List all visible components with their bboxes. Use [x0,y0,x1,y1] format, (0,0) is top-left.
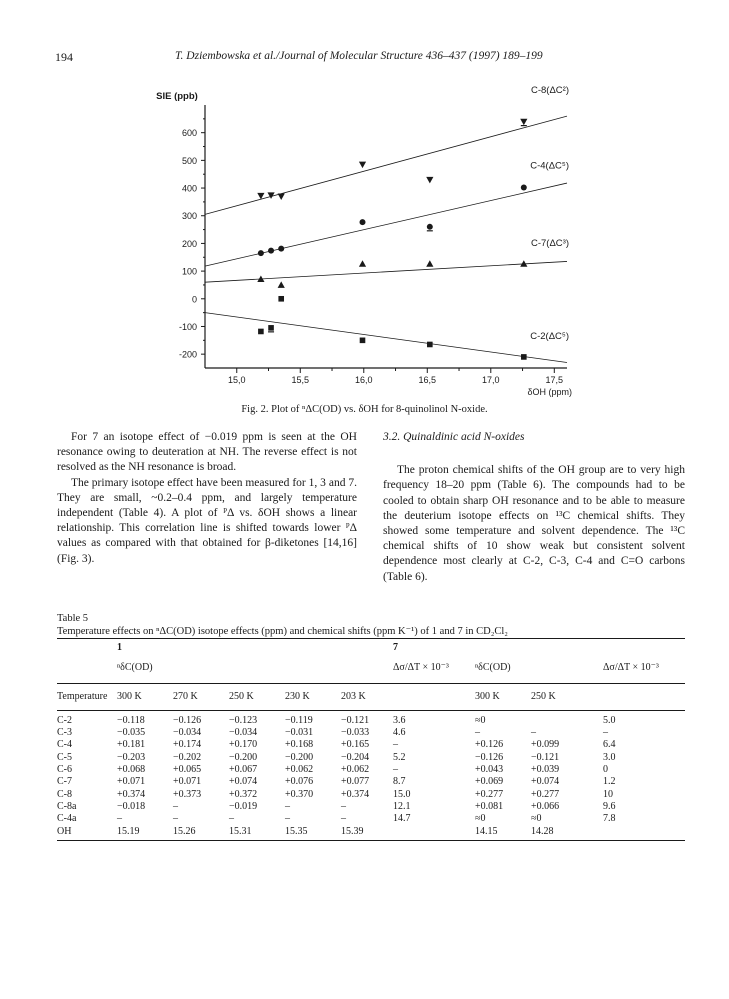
column-group-label: ⁿδC(OD) [117,662,153,674]
table-cell: – [475,727,480,739]
table-cell: +0.370 [285,788,314,800]
series-label: C-8(ΔC²) [530,85,569,96]
table-cell [57,654,117,683]
table-cell: 5.2 [393,751,406,763]
data-point-triangle-down [278,193,285,199]
table-cell [393,826,475,841]
y-tick-label: -100 [178,321,197,332]
column-group-label: ⁿδC(OD) [475,662,511,674]
table-cell: – [285,813,290,825]
column-header: 250 K [531,683,603,710]
table-cell: −0.018 [117,800,146,812]
table-cell: −0.031 [285,727,314,739]
row-label: C-6 [57,764,72,776]
table-cell: −0.202 [173,751,202,763]
page-number: 194 [55,50,73,64]
table-row [57,752,685,764]
table-cell: +0.126 [475,739,504,751]
table-cell [531,710,603,727]
table-cell: – [173,813,178,825]
x-tick-label: 17,0 [482,375,500,385]
data-point-square [278,296,284,302]
y-tick-label: 200 [181,238,197,249]
x-tick-label: 15,0 [227,375,246,385]
row-label: C-8 [57,788,72,800]
fit-line [205,313,567,363]
table-cell: +0.170 [229,739,258,751]
data-point-triangle-down [359,162,366,168]
table-cell: 15.0 [393,788,411,800]
table-cell [393,683,475,710]
table-cell: ≈0 [531,813,542,825]
table-cell: −0.121 [531,751,560,763]
table-cell: 8.7 [393,776,406,788]
table-cell: +0.062 [341,764,370,776]
column-header: 270 K [173,683,229,710]
table-cell: +0.174 [173,739,202,751]
compound-label: 1 [117,639,393,655]
sie-plot [0,0,729,400]
data-point-square [521,354,527,360]
table-cell: +0.165 [341,739,370,751]
table-row [57,826,685,841]
table-cell: +0.181 [117,739,146,751]
row-label: C-2 [57,714,72,726]
table-cell: −0.200 [285,751,314,763]
data-point-circle [427,224,433,230]
table-cell: 0 [603,764,608,776]
table-cell: 1.2 [603,776,616,788]
x-tick-label: 16,0 [355,375,373,385]
row-label: C-8a [57,800,77,812]
table-cell: 14.7 [393,813,411,825]
row-label: C-7 [57,776,72,788]
table-header-compound [57,639,685,655]
table-row [57,710,685,727]
body-right-column [383,430,685,585]
data-point-triangle-up [359,260,366,266]
series-label: C-7(ΔC³) [530,238,569,250]
data-point-square [360,338,366,344]
row-label: C-5 [57,751,72,763]
table-cell: −0.033 [341,727,370,739]
table-cell: 9.6 [603,800,616,812]
series-label: C-4(ΔC⁵) [530,160,569,172]
table-cell: +0.372 [229,788,258,800]
table-cell: −0.121 [341,714,370,726]
table-cell: +0.067 [229,764,258,776]
table-row [57,764,685,776]
table-cell: 4.6 [393,727,406,739]
data-point-triangle-up [278,281,285,287]
body-paragraph: The proton chemical shifts of the OH group are to very high frequency 18–20 ppm (Table 6). The compounds had to be cooled to obtain sharp OH resonance and to be able to measure the deuterium isotope effects on ¹³C chemical shifts. They showed some temperature and solvent dependence. The ¹³C chemical shifts of 10 show weak but consistent solvent dependence most clearly at C-2, C-3, C-4 and C=O carbons (Table 6). [383,464,685,583]
table-cell: −0.126 [173,714,202,726]
column-header: Temperature [57,683,117,710]
data-point-triangle-up [426,260,433,266]
table-cell [341,654,393,683]
data-point-square [427,342,433,348]
x-tick-label: 16,5 [418,375,437,385]
running-title: T. Dziembowska et al./Journal of Molecular Structure 436–437 (1997) 189–199 [175,50,543,62]
table-5 [57,638,685,841]
table-cell: +0.071 [173,776,202,788]
table-cell: 14.15 [475,826,531,841]
figure-caption: Fig. 2. Plot of ⁿΔC(OD) vs. δOH for 8-quinolinol N-oxide. [241,404,488,415]
table-cell: +0.071 [117,776,146,788]
series-label: C-2(ΔC⁵) [530,330,569,342]
table-cell: 15.31 [229,826,285,841]
table-row [57,776,685,788]
table-cell: 5.0 [603,714,616,726]
table-title: Temperature effects on ⁿΔC(OD) isotope effects (ppm) and chemical shifts (ppm K⁻¹) of 1 and 7 in CD₂Cl₂ [57,626,508,637]
table-cell: −0.126 [475,751,504,763]
body-left-column [57,430,357,567]
y-tick-label: 300 [181,211,197,222]
table-cell: 15.26 [173,826,229,841]
table-cell: ≈0 [475,714,486,726]
table-cell [57,639,117,655]
table-cell [603,826,685,841]
table-cell: +0.074 [531,776,560,788]
table-cell: −0.200 [229,751,258,763]
x-tick-label: 15,5 [291,375,310,385]
table-cell: 6.4 [603,739,616,751]
table-cell: −0.019 [229,800,258,812]
table-row [57,813,685,825]
column-header: 203 K [341,683,393,710]
y-tick-label: 100 [181,266,197,277]
fit-line [205,116,567,214]
table-cell: +0.062 [285,764,314,776]
body-paragraph: For 7 an isotope effect of −0.019 ppm is seen at the OH resonance owing to deuteration at NH. The reverse effect is not resolved as the NH resonance is broad. [57,431,357,474]
body-paragraph: The primary isotope effect have been measured for 1, 3 and 7. They are small, ~0.2–0.4 ppm, and largely temperature independent (Table 4). A plot of ᴾΔ vs. δOH shows a linear relationship. This correlation line is shifted towards lower ᴾΔ values as compared with that obtained for β-diketones [14,16] (Fig. 3). [57,476,357,565]
table-cell: 15.39 [341,826,393,841]
table-cell: 3.6 [393,714,406,726]
table-cell: 7.8 [603,813,616,825]
data-point-triangle-down [520,119,527,125]
row-label: C-3 [57,727,72,739]
data-point-triangle-down [426,177,433,183]
table-cell: ≈0 [475,813,486,825]
row-label: C-4a [57,813,77,825]
x-axis-label: δOH (ppm) [527,387,572,397]
section-title: 3.2. Quinaldinic acid N-oxides [383,431,525,443]
column-header: 250 K [229,683,285,710]
table-header-group [57,654,685,683]
table-cell: 3.0 [603,751,616,763]
table-cell: +0.081 [475,800,504,812]
table-row [57,789,685,801]
x-tick-label: 17,5 [545,375,564,385]
table-cell: −0.035 [117,727,146,739]
data-point-circle [268,248,274,254]
data-point-circle [521,184,527,190]
table-cell: −0.034 [229,727,258,739]
table-cell: – [341,813,346,825]
table-cell: 14.28 [531,826,603,841]
table-row [57,727,685,739]
y-tick-label: 600 [181,128,197,139]
row-label: OH [57,826,117,841]
table-cell: – [393,739,398,751]
table-cell: −0.203 [117,751,146,763]
table-cell: +0.374 [341,788,370,800]
table-cell: 15.35 [285,826,341,841]
table-cell: +0.277 [475,788,504,800]
column-group-label: Δσ/ΔT × 10⁻³ [603,662,659,674]
table-cell: +0.168 [285,739,314,751]
table-cell: −0.118 [117,714,145,726]
table-cell: – [229,813,234,825]
column-header: 230 K [285,683,341,710]
table-cell: +0.277 [531,788,560,800]
data-point-square [258,329,264,335]
table-cell: +0.074 [229,776,258,788]
column-group-label: Δσ/ΔT × 10⁻³ [393,662,449,674]
y-tick-label: 0 [191,294,197,305]
table-cell: +0.039 [531,764,560,776]
table-header-temps [57,683,685,710]
table-cell: +0.099 [531,739,560,751]
table-cell: – [393,764,398,776]
data-point-circle [360,219,366,225]
table-cell: – [341,800,346,812]
y-tick-label: 500 [181,155,197,166]
table-caption [57,612,508,638]
table-row [57,801,685,813]
y-tick-label: 400 [181,183,197,194]
y-axis-label: SIE (ppb) [156,91,198,102]
table-cell: +0.043 [475,764,504,776]
column-header: 300 K [117,683,173,710]
table-cell: −0.034 [173,727,202,739]
table-cell: – [285,800,290,812]
table-row [57,739,685,751]
table-cell: – [173,800,178,812]
table-cell: 15.19 [117,826,173,841]
table-cell: +0.077 [341,776,370,788]
table-cell [603,683,685,710]
table-cell: −0.123 [229,714,258,726]
table-cell: 12.1 [393,800,411,812]
compound-label: 7 [393,639,685,655]
table-cell: – [603,727,608,739]
table-cell: +0.066 [531,800,560,812]
table-cell: +0.065 [173,764,202,776]
column-header: 300 K [475,683,531,710]
table-cell: +0.068 [117,764,146,776]
table-cell: +0.373 [173,788,202,800]
table-label: Table 5 [57,613,89,624]
data-point-square [268,325,274,331]
table-cell: – [531,727,536,739]
table-cell: −0.204 [341,751,370,763]
table-cell: +0.076 [285,776,314,788]
table-cell: 10 [603,788,613,800]
data-point-circle [258,250,264,256]
table-cell: +0.069 [475,776,504,788]
row-label: C-4 [57,739,72,751]
y-tick-label: -200 [178,349,197,360]
table-cell: +0.374 [117,788,146,800]
table-cell: – [117,813,122,825]
table-cell: −0.119 [285,714,313,726]
data-point-circle [278,246,284,252]
